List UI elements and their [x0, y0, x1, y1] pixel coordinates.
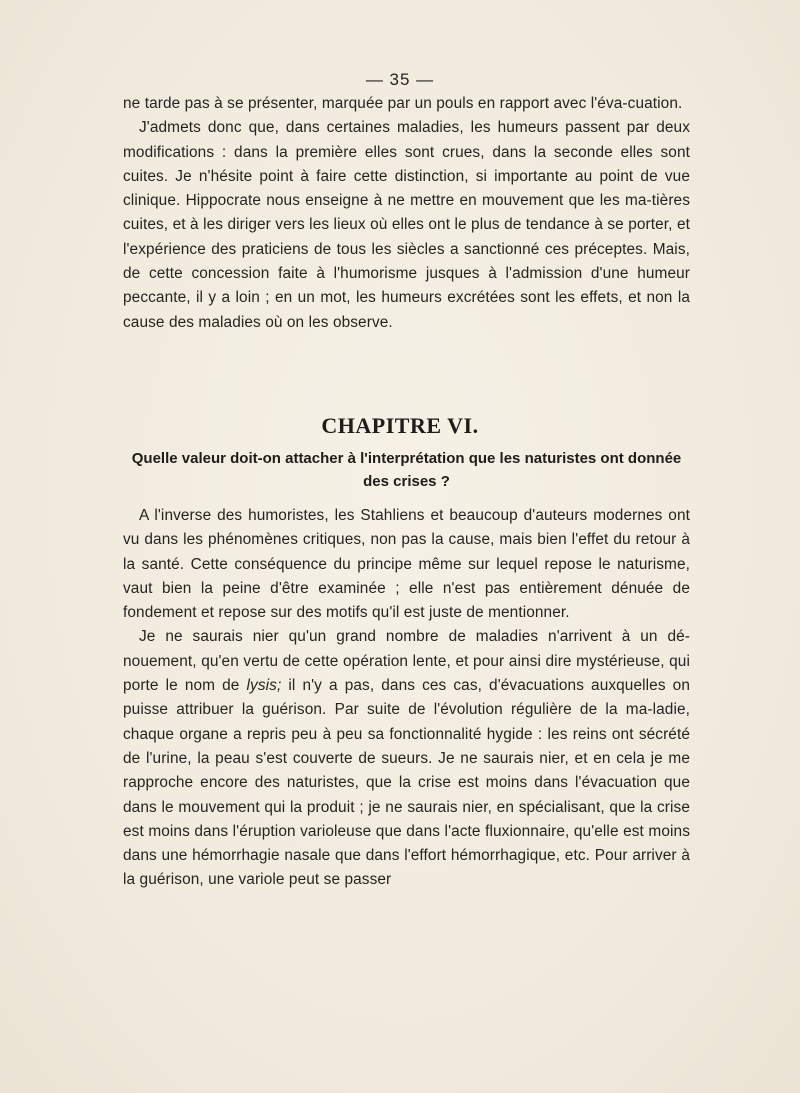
chapter-subtitle: Quelle valeur doit-on attacher à l'interprétation que les naturistes ont donnée des crises ? [131, 450, 682, 490]
lysis-text-before: Je ne saurais nier qu'un grand nombre de maladies n'arrivent à un dé-nouement, qu'en vertu de cette opération lente, et pour ainsi dire mystérieuse, qui porte le nom de [123, 628, 690, 695]
page-number: — 35 — [365, 70, 435, 89]
paragraph-continuation: ne tarde pas à se présenter, marquée par un pouls en rapport avec l'éva-cuation. [123, 95, 683, 112]
lysis-text-after: il n'y a pas, dans ces cas, d'évacuations auxquelles on puisse attribuer la guérison. Par suite de l'évolution régulière de la ma-ladie, chaque organe a repris peu à peu sa fonctionnalité hygide : les reins ont sécrété de l'urine, la peau s'est couverte de sueurs. Je ne saurais nier, et en cela je me rapproche encore des naturistes, que la crise est moins dans l'évacuation que dans le mouvement qui la produit ; je ne saurais nier, en spécialisant, que la crise est moins dans l'éruption varioleuse que dans l'acte fluxionnaire, qu'elle est moins dans une hémorrhagie nasale que dans l'effort hémorrhagique, etc. Pour arriver à la guérison, une variole peut se passer [123, 677, 690, 889]
paragraph-humeurs: J'admets donc que, dans certaines maladies, les humeurs passent par deux modifications : dans la première elles sont crues, dans la seconde elles sont cuites. Je n'hésite point à faire cette distinction, si importante au point de vue clinique. Hippocrate nous enseigne à ne mettre en mouvement que les ma-tières cuites, et à les diriger vers les lieux où elles ont le plus de tendance à se porter, et l'expérience des praticiens de tous les siècles a sanctionné ces préceptes. Mais, de cette concession faite à l'humorisme jusques à l'admission d'une humeur peccante, il y a loin ; en un mot, les humeurs excrétées sont les effets, et non la cause des maladies où on les observe. [123, 119, 690, 331]
top-text-block [123, 92, 690, 335]
bottom-text-block [123, 504, 690, 893]
chapter-title: CHAPITRE VI. [321, 413, 479, 438]
paragraph-stahliens: A l'inverse des humoristes, les Stahliens et beaucoup d'auteurs modernes ont vu dans les phénomènes critiques, non pas la cause, mais bien l'effet du retour à la santé. Cette conséquence du principe même sur lequel repose le naturisme, vaut bien la peine d'être examinée ; elle n'est pas entièrement dénuée de fondement et repose sur des motifs qu'il est juste de mentionner. [123, 507, 690, 622]
paragraph-lysis [123, 625, 690, 892]
lysis-term: lysis; [246, 677, 282, 695]
